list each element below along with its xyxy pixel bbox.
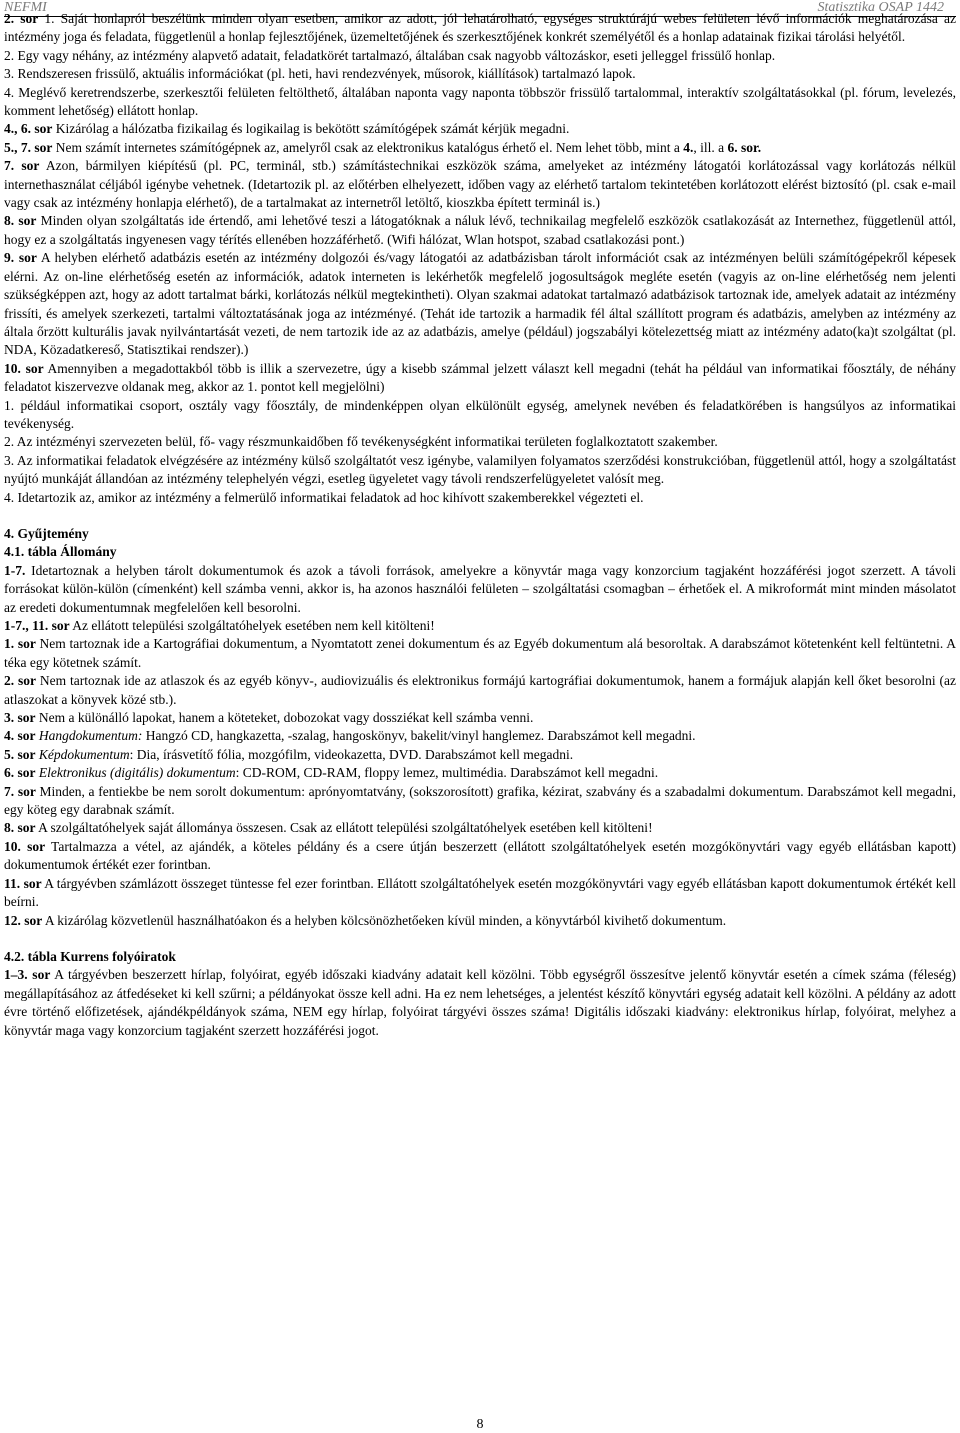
document-body: [4, 10, 956, 1040]
paragraph: 4. sor Hangdokumentum: Hangzó CD, hangkazetta, -szalag, hangoskönyv, bakelit/vinyl hanglemez. Darabszámot kell megadni.: [4, 728, 696, 744]
header-right: Statisztika OSAP 1442: [817, 0, 944, 15]
section-heading: 4.1. tábla Állomány: [4, 544, 117, 560]
header-left: NEFMI: [4, 0, 47, 15]
paragraph: 9. sor A helyben elérhető adatbázis esetén az intézmény dolgozói és/vagy látogatói az adatbázisban tárolt információt csak az intézményen belüli számítógépekről képesek elérni. Az on-line elérhetőség esetén az információk, adatok interneten is lekérhetők megfelelő jogosultságok megléte esetén (vagyis az on-line elérhetőség nem jelenti szükségképpen azt, hogy az adott tartalmat bárki, korlátozás nélkül megtekintheti). Olyan szakmai adatokat tartalmazó adatbázisok tartoznak ide, amelyek adatait az intézmény frissíti, és amelyek szerkezeti, tartalmi változtatásának joga az intézményé. (Tehát ide tartozik a harmadik fél által szállított program és adatbázis, amelyben az intézmény az általa őrzött kulturális javak nyilvántartását vezeti, de nem tartozik ide az az adatbázis, amelye (például) jogszabályi kötelezettség miatt az intézmény adato(ka)t szolgáltat (pl. NDA, Közadatkereső, Statisztikai rendszer).): [4, 250, 957, 358]
paragraph: 3. Rendszeresen frissülő, aktuális információkat (pl. heti, havi rendezvények, műsorok, kiállítások) tartalmazó lapok.: [4, 66, 636, 82]
paragraph: 1. például informatikai csoport, osztály vagy főosztály, de mindenképpen olyan elkülönült egység, amelynek nevében és feladatkörében is hangsúlyos az informatikai tevékenység.: [4, 397, 956, 431]
paragraph: 2. Egy vagy néhány, az intézmény alapvető adatait, feladatkörét tartalmazó, általában csak nagyobb változáskor, eseti jelleggel frissülő honlap.: [4, 47, 776, 63]
paragraph: 7. sor Minden, a fentiekbe be nem sorolt dokumentum: aprónyomtatvány, (sokszorosított) grafika, kézirat, szabvány és a szabadalmi dokumentum. Darabszámot kell megadni, egy köteg egy darabnak számít.: [4, 783, 956, 818]
paragraph: 2. sor Nem tartoznak ide az atlaszok és az egyéb könyv-, audiovizuális és elektronikus formájú kartográfiai dokumentumok, hanem a formájuk alapján kell őket besorolni (az atlaszokat a könyvek közé stb.).: [4, 673, 957, 707]
paragraph: 5., 7. sor Nem számít internetes számítógépnek az, amelyről csak az elektronikus katalógus érhető el. Nem lehet több, mint a 4., ill. a 6. sor.: [4, 139, 762, 155]
paragraph: 4. Meglévő keretrendszerbe, szerkesztői felületen feltölthető, általában naponta vagy naponta többször frissülő tartalommal, interaktív szolgáltatásokkal (pl. fórum, levelezés, komment lehetőség) ellátott honlap.: [4, 84, 956, 119]
paragraph: 10. sor Tartalmazza a vétel, az ajándék, a köteles példány és a csere útján beszerzett (ellátott szolgáltatóhelyek esetén mozgókönyvtári vagy egyéb ellátásban kapott) dokumentumok értékét ezer forintban.: [4, 838, 956, 873]
paragraph: 12. sor A kizárólag közvetlenül használhatóakon és a helyben kölcsönözhetőeken kívül minden, a könyvtárból kivihető dokumentum.: [4, 912, 727, 928]
paragraph: 8. sor A szolgáltatóhelyek saját állománya összesen. Csak az ellátott települési szolgáltatóhelyek esetében kell kitölteni!: [4, 820, 653, 836]
paragraph: 3. Az informatikai feladatok elvégzésére az intézmény külső szolgáltatót vesz igénybe, valamilyen folyamatos szerződési konstrukcióban, függetlenül attól, hogy a szolgáltatást nyújtó munkáját állandóan az intézmény telephelyén végzi, esetleg ügyeletet vagy távoli rendszerfelügyeletet valósít meg.: [4, 452, 956, 487]
paragraph: 3. sor Nem a különálló lapokat, hanem a köteteket, dobozokat vagy dossziékat kell számba venni.: [4, 710, 534, 726]
paragraph: 4., 6. sor Kizárólag a hálózatba fizikailag és logikailag is bekötött számítógépek számát kérjük megadni.: [4, 121, 570, 137]
spacer: [4, 930, 956, 948]
paragraph: 2. sor 1. Saját honlapról beszélünk minden olyan esetben, amikor az adott, jól lehatárolható, egységes struktúrájú webes felületen lévő információk meghatározása az intézmény joga és feladata, függetlenül a honlap fejlesztőjének, üzemeltetőjének és szerkesztőjének konkrét személyétől és a honlap adatainak fizikai tárolási helyétől.: [4, 11, 957, 45]
paragraph: 4. Idetartozik az, amikor az intézmény a felmerülő informatikai feladatok ad hoc kihívott szakemberekkel végezteti el.: [4, 489, 644, 505]
paragraph: 1-7. Idetartoznak a helyben tárolt dokumentumok és azok a távoli források, amelyekre a könyvtár maga vagy konzorcium tagjaként hozzáférési jogot szerzett. A távoli forrásokat külön-külön (címenként) kell számba venni, akkor is, ha azonos használói felületen – szolgáltatási csomagban – érhetőek el. A mikroformát mint minden másolatot az eredeti dokumentumnak megfelelően kell besorolni.: [4, 562, 956, 615]
paragraph: 1. sor Nem tartoznak ide a Kartográfiai dokumentum, a Nyomtatott zenei dokumentum és az Egyéb dokumentum alá besoroltak. A darabszámot kötetenként kell feltüntetni. A téka egy kötetnek számít.: [4, 636, 956, 670]
paragraph: 10. sor Amennyiben a megadottakból több is illik a szervezetre, úgy a kisebb számmal jelzett választ kell megadni (tehát ha például van informatikai főosztály, de néhány feladatot kiszervezve oldanak meg, akkor az 1. pontot kell megjelölni): [4, 360, 956, 395]
paragraph: 1-7., 11. sor Az ellátott települési szolgáltatóhelyek esetében nem kell kitölteni!: [4, 618, 435, 633]
paragraph: 2. Az intézményi szervezeten belül, fő- vagy részmunkaidőben fő tevékenységként informatikai területen foglalkoztatott szakember.: [4, 434, 718, 450]
section-heading: 4. Gyűjtemény: [4, 525, 89, 541]
paragraph: 5. sor Képdokumentum: Dia, írásvetítő fólia, mozgófilm, videokazetta, DVD. Darabszámot kell megadni.: [4, 746, 574, 762]
section-heading: 4.2. tábla Kurrens folyóiratok: [4, 948, 176, 964]
paragraph: 1–3. sor A tárgyévben beszerzett hírlap, folyóirat, egyéb időszaki kiadvány adatait kell közölni. Több egységről összesítve jelentő könyvtár esetén a címek száma (féleség) megállapításához az átfedéseket ki kell szűrni; a példányokat össze kell adni. Ha ez nem lehetséges, a jelentést készítő könyvtári egység adatait kell közölni. A példány az adott évre történő előfizetések, ajándékpéldányok száma, NEM egy hírlap, folyóirat tárgyévi összes száma! Digitális időszaki kiadvány: elektronikus hírlap, folyóirat, melyhez a könyvtár maga vagy konzorcium tagjaként szerzett hozzáférési jogot.: [4, 967, 956, 1038]
paragraph: 7. sor Azon, bármilyen kiépítésű (pl. PC, terminál, stb.) számítástechnikai eszközök száma, amelyeket az intézmény látogatói korlátozással vagy korlátozás nélkül internethasználat céljából igénybe vehetnek. (Idetartozik pl. az előtérben elhelyezett, időben vagy az elérhető tartalom tekintetében korlátozott elérést biztosító (pl. csak e-mail vagy csak az intézmény honlapja elérhető), de a tartalmakat az internetről letöltő, kioszkba épített terminál is.): [4, 158, 956, 211]
page-number: 8: [476, 1417, 484, 1432]
paragraph: 8. sor Minden olyan szolgáltatás ide értendő, ami lehetővé teszi a látogatóknak a náluk lévő, technikailag megfelelő eszközök csatlakozását az Internethez, függetlenül attól, hogy ez a szolgáltatás ingyenesen vagy térítés ellenében hozzáférhető. (Wifi hálózat, Wlan hotspot, szabad csatlakozási pont.): [4, 213, 956, 247]
spacer: [4, 507, 956, 525]
paragraph: 6. sor Elektronikus (digitális) dokumentum: CD-ROM, CD-RAM, floppy lemez, multimédia. Darabszámot kell megadni.: [4, 765, 659, 781]
paragraph: 11. sor A tárgyévben számlázott összeget tüntesse fel ezer forintban. Ellátott szolgáltatóhelyek esetén mozgókönyvtári vagy egyéb ellátásban kapott dokumentumok értékét kell beírni.: [4, 875, 956, 910]
